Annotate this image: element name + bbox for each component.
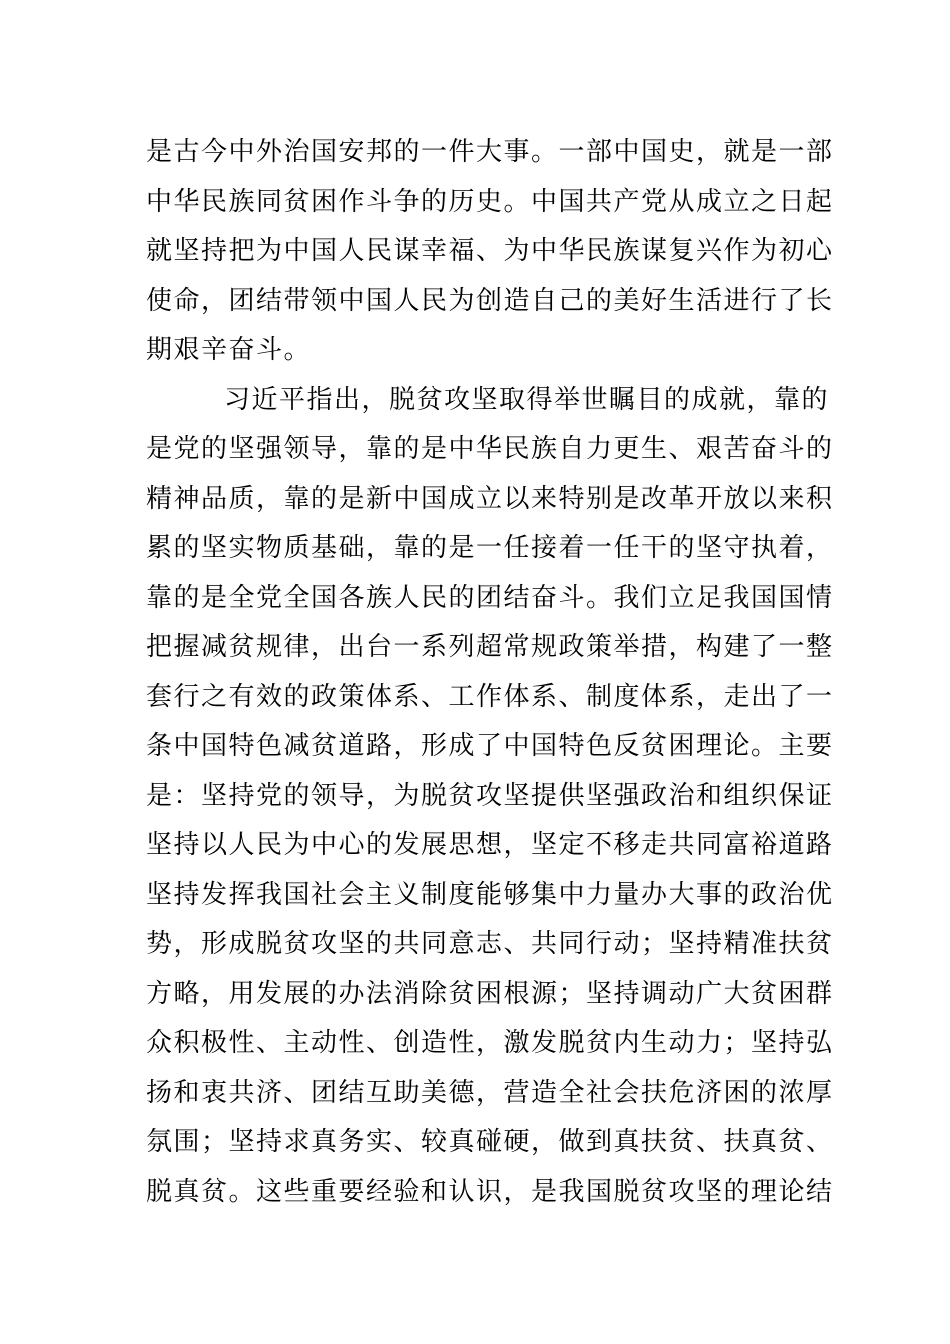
text-line: 氛围；坚持求真务实、较真碰硬，做到真扶贫、扶真贫、 <box>146 1127 834 1157</box>
text-line: 就坚持把为中国人民谋幸福、为中华民族谋复兴作为初心 <box>146 236 834 266</box>
text-line: 精神品质，靠的是新中国成立以来特别是改革开放以来积 <box>146 483 834 514</box>
body-text <box>146 128 834 1217</box>
text-line: 坚持发挥我国社会主义制度能够集中力量办大事的政治优 <box>146 879 834 910</box>
text-line: 是古今中外治国安邦的一件大事。一部中国史，就是一部 <box>146 137 834 167</box>
text-line: 众积极性、主动性、创造性，激发脱贫内生动力；坚持弘 <box>146 1028 834 1058</box>
text-line: 方略，用发展的办法消除贫困根源；坚持调动广大贫困群 <box>146 978 834 1009</box>
text-line: 把握减贫规律，出台一系列超常规政策举措，构建了一整 <box>146 632 834 662</box>
text-line: 中华民族同贫困作斗争的历史。中国共产党从成立之日起 <box>146 186 834 217</box>
text-line: 扬和衷共济、团结互助美德，营造全社会扶危济困的浓厚 <box>146 1077 834 1108</box>
text-line: 条中国特色减贫道路，形成了中国特色反贫困理论。主要 <box>146 731 834 761</box>
text-line: 是党的坚强领导，靠的是中华民族自力更生、艰苦奋斗的 <box>146 434 834 464</box>
text-line: 靠的是全党全国各族人民的团结奋斗。我们立足我国国情 <box>146 582 834 613</box>
paragraph-start-line: 习近平指出，脱贫攻坚取得举世瞩目的成就，靠的 <box>224 384 830 415</box>
text-line: 累的坚实物质基础，靠的是一任接着一任干的坚守执着， <box>146 533 834 563</box>
text-line: 期艰辛奋斗。 <box>146 335 312 365</box>
text-line: 脱真贫。这些重要经验和认识，是我国脱贫攻坚的理论结 <box>146 1176 834 1207</box>
text-line: 坚持以人民为中心的发展思想，坚定不移走共同富裕道路 <box>146 830 834 860</box>
text-line: 使命，团结带领中国人民为创造自己的美好生活进行了长 <box>146 285 834 316</box>
text-line: 势，形成脱贫攻坚的共同意志、共同行动；坚持精准扶贫 <box>146 929 834 959</box>
text-line: 套行之有效的政策体系、工作体系、制度体系，走出了一 <box>146 681 834 712</box>
text-line: 是：坚持党的领导，为脱贫攻坚提供坚强政治和组织保证 <box>146 780 834 811</box>
